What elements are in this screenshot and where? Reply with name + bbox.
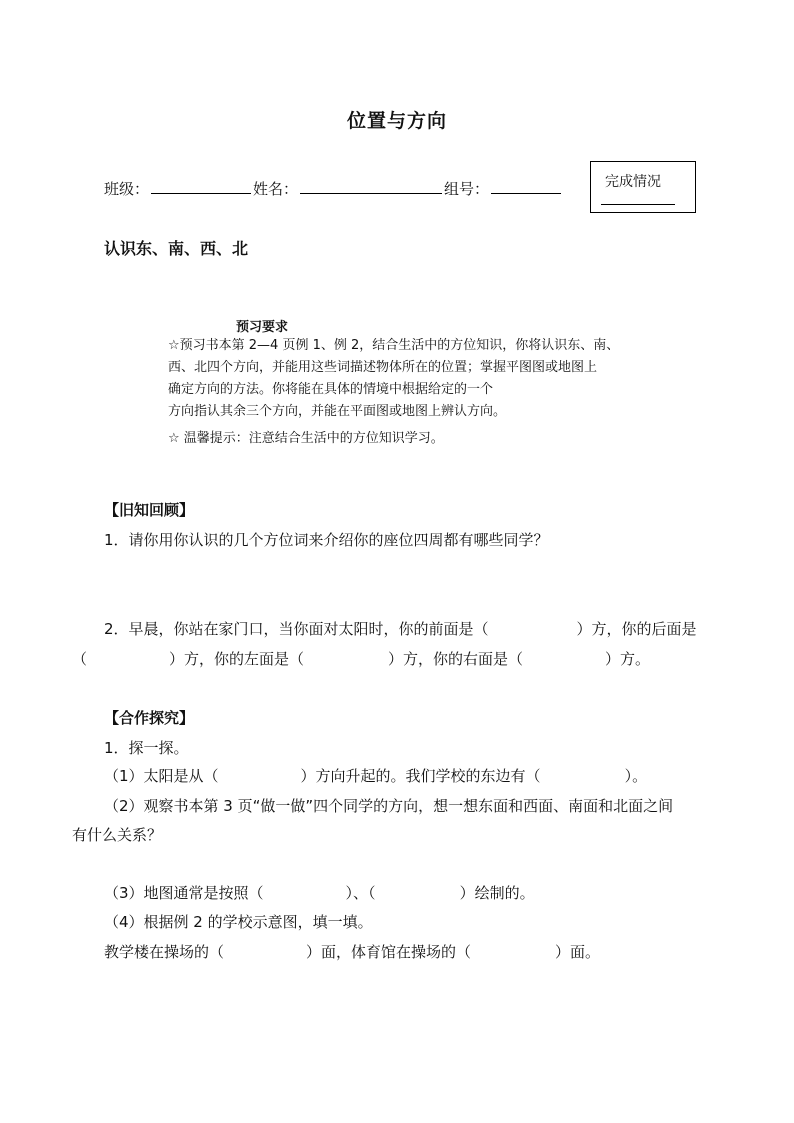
explore-question-3: （3）地图通常是按照（ ）、（ ）绘制的。 (104, 884, 535, 902)
preview-line-1: ☆预习书本第 2—4 页例 1、例 2，结合生活中的方位知识，你将认识东、南、 (168, 338, 620, 353)
preview-line-4: 方向指认其余三个方向，并能在平面图或地图上辨认方向。 (168, 404, 507, 419)
class-label: 班级： (104, 180, 150, 198)
explore-question-2-line-2: 有什么关系？ (72, 826, 163, 844)
group-label: 组号： (444, 180, 490, 198)
preview-heading: 预习要求 (236, 320, 289, 335)
review-heading: 【旧知回顾】 (104, 501, 195, 519)
name-label: 姓名： (253, 180, 299, 198)
page-title: 位置与方向 (346, 110, 447, 132)
review-question-2-line-2: （ ）方，你的左面是（ ）方，你的右面是（ ）方。 (72, 650, 651, 668)
explore-question-4: （4）根据例 2 的学校示意图，填一填。 (104, 913, 373, 931)
name-field[interactable] (300, 179, 442, 194)
completion-status-box (590, 161, 696, 213)
explore-heading: 【合作探究】 (104, 709, 195, 727)
explore-question-1: （1）太阳是从（ ）方向升起的。我们学校的东边有（ ）。 (104, 767, 648, 785)
explore-question-2-line-1: （2）观察书本第 3 页“做一做”四个同学的方向，想一想东面和西面、南面和北面之间 (104, 797, 674, 815)
preview-tip: ☆ 温馨提示：注意结合生活中的方位知识学习。 (168, 431, 444, 446)
explore-question-5: 教学楼在操场的（ ）面，体育馆在操场的（ ）面。 (104, 943, 601, 961)
review-question-2-line-1: 2．早晨，你站在家门口，当你面对太阳时，你的前面是（ ）方，你的后面是 (104, 620, 697, 638)
preview-line-3: 确定方向的方法。你将能在具体的情境中根据给定的一个 (168, 382, 494, 397)
group-field[interactable] (491, 179, 561, 194)
section-subtitle: 认识东、南、西、北 (104, 239, 249, 258)
review-question-1: 1．请你用你认识的几个方位词来介绍你的座位四周都有哪些同学？ (104, 531, 549, 549)
class-field[interactable] (151, 179, 251, 194)
header-row (104, 178, 563, 199)
preview-line-2: 西、北四个方向，并能用这些词描述物体所在的位置；掌握平图图或地图上 (168, 360, 598, 375)
explore-item-1: 1．探一探。 (104, 739, 189, 757)
completion-status-label: 完成情况 (605, 174, 661, 190)
completion-status-field[interactable] (601, 204, 675, 205)
